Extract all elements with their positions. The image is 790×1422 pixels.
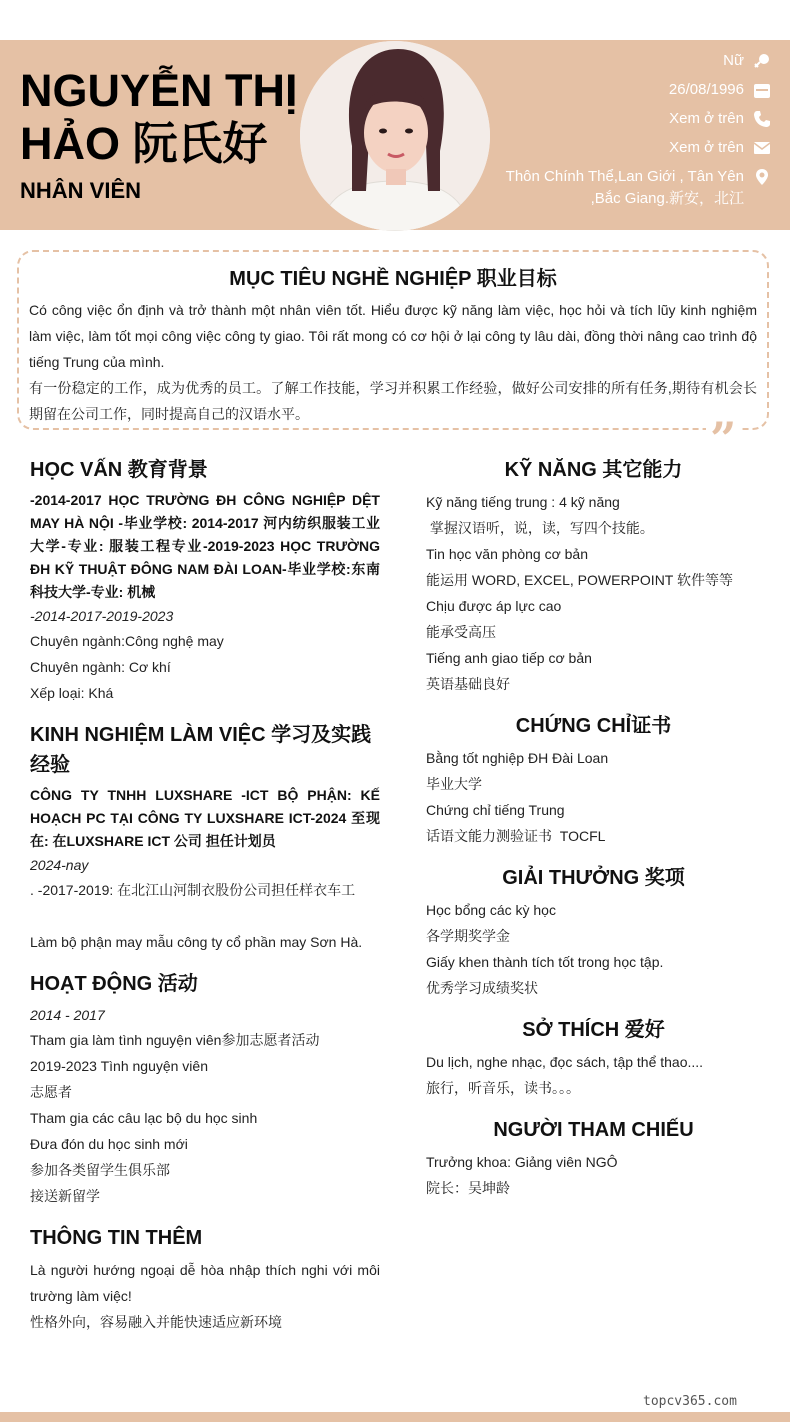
candidate-position: NHÂN VIÊN [20,178,142,203]
address-text: Thôn Chính Thể,Lan Giới , Tân Yên ,Bắc Giang.新安，北江 [505,168,744,207]
skill-line: 能运用 WORD, EXCEL, POWERPOINT 软件等等 [426,572,733,588]
hobby-line: 旅行，听音乐，读书。。。 [426,1080,580,1096]
certificates-title: CHỨNG CHỈ证书 [515,715,672,737]
skills-title: KỸ NĂNG 其它能力 [504,459,683,481]
activity-line: 2019-2023 Tình nguyện viên [30,1058,208,1074]
certificate-line: 话语文能力测验证书 TOCFL [426,828,606,844]
quote-icon: ” [706,416,740,462]
career-objective [17,250,769,430]
footer-bar [0,1412,790,1422]
certificates-section [426,711,761,849]
right-column [426,455,761,1201]
activity-line: 接送新留学 [30,1188,100,1204]
location-icon [752,167,772,187]
contact-info [472,50,772,217]
awards-section [426,863,761,1001]
activity-line: 参加各类留学生俱乐部 [30,1162,170,1178]
skills-section [426,455,761,697]
additional-title: THÔNG TIN THÊM [30,1227,203,1249]
phone-text[interactable]: Xem ở trên [669,110,744,127]
education-line: Chuyên ngành: Cơ khí [30,659,171,675]
gender-icon [752,51,772,71]
watermark: topcv365.com [643,1394,737,1409]
additional-section [30,1223,380,1335]
references-title: NGƯỜI THAM CHIẾU [493,1119,694,1141]
skill-line: 能承受高压 [426,624,496,640]
objective-text-zh: 有一份稳定的工作，成为优秀的员工。了解工作技能，学习并积累工作经验，做好公司安排的所有任务,期待有机会长期留在公司工作，同时提高自己的汉语水平。 [29,380,757,422]
education-section [30,455,380,706]
skill-line: 英语基础良好 [426,676,510,692]
activity-line: Tham gia làm tình nguyện viên参加志愿者活动 [30,1032,320,1048]
skill-line: Tiếng anh giao tiếp cơ bản [426,650,592,666]
certificate-line: 毕业大学 [426,776,482,792]
skill-line: 掌握汉语听，说，读，写四个技能。 [426,520,654,536]
skill-line: Kỹ năng tiếng trung : 4 kỹ năng [426,494,620,510]
certificate-line: Bằng tốt nghiệp ĐH Đài Loan [426,750,609,766]
candidate-name: NGUYỄN THỊ HẢO 阮氏好 [20,65,298,169]
contact-phone [472,108,772,130]
calendar-icon [752,80,772,100]
award-line: Giấy khen thành tích tốt trong học tập. [426,954,664,970]
hobbies-title: SỞ THÍCH 爱好 [522,1019,665,1041]
objective-title: MỤC TIÊU NGHỀ NGHIỆP 职业目标 [229,268,557,290]
additional-line: Là người hướng ngoại dễ hòa nhập thích nghi với môi trường làm việc! [30,1262,380,1304]
experience-company: CÔNG TY TNHH LUXSHARE -ICT BỘ PHẬN: KẾ HOẠCH PC TẠI CÔNG TY LUXSHARE ICT-2024 至现在: 在LUXSHARE ICT 公司 担任计划员 [30,787,380,849]
birthday-text: 26/08/1996 [668,81,744,98]
education-line: Xếp loại: Khá [30,685,114,701]
certificate-line: Chứng chỉ tiếng Trung [426,802,565,818]
activities-section [30,969,380,1209]
phone-icon [752,109,772,129]
avatar-photo [300,41,490,231]
references-section [426,1115,761,1201]
contact-email [472,137,772,159]
activity-line: Tham gia các câu lạc bộ du học sinh [30,1110,258,1126]
experience-line: . -2017-2019: 在北江山河制衣股份公司担任样衣车工 [30,882,356,898]
award-line: Học bổng các kỳ học [426,902,556,918]
activities-period: 2014 - 2017 [30,1007,105,1023]
experience-title: KINH NGHIỆM LÀM VIỆC 学习及实践经验 [30,724,372,776]
contact-gender [472,50,772,72]
award-line: 各学期奖学金 [426,928,510,944]
contact-birthday [472,79,772,101]
left-column [30,455,380,1335]
reference-line: Trưởng khoa: Giảng viên NGÔ [426,1154,618,1170]
activities-title: HOẠT ĐỘNG 活动 [30,973,198,995]
experience-period: 2024-nay [30,857,89,873]
hobbies-section [426,1015,761,1101]
experience-section [30,720,380,955]
contact-address [472,166,772,210]
activity-line: Đưa đón du học sinh mới [30,1136,188,1152]
education-school: -2014-2017 HỌC TRƯỜNG ĐH CÔNG NGHIỆP DỆT MAY HÀ NỘI -毕业学校: 2014-2017 河内纺织服装工业大学-专业: 服装工程专业-2019-2023 HỌC TRƯỜNG ĐH KỸ THUẬT ĐÔNG NAM ĐÀI LOAN-毕业学校:东南科技大学-专业: 机械 [30,492,380,600]
education-period: -2014-2017-2019-2023 [30,608,174,624]
email-text[interactable]: Xem ở trên [669,139,744,156]
reference-line: 院长：吴坤龄 [426,1180,510,1196]
award-line: 优秀学习成绩奖状 [426,980,538,996]
additional-line: 性格外向，容易融入并能快速适应新环境 [30,1314,282,1330]
objective-text-vi: Có công việc ổn định và trở thành một nhân viên tốt. Hiểu được kỹ năng làm việc, học hỏi và tích lũy kinh nghiệm làm việc, làm tốt mọi công việc công ty giao. Tôi rất mong có cơ hội ở lại công ty lâu dài, đồng thời nâng cao trình độ tiếng Trung của mình. [29,302,757,370]
avatar [300,41,490,231]
activity-line: 志愿者 [30,1084,72,1100]
email-icon [752,138,772,158]
education-line: Chuyên ngành:Công nghệ may [30,633,224,649]
experience-line: Làm bộ phận may mẫu công ty cổ phần may Sơn Hà. [30,934,363,950]
awards-title: GIẢI THƯỞNG 奖项 [502,867,685,889]
hobby-line: Du lịch, nghe nhạc, đọc sách, tập thể thao.... [426,1054,704,1070]
skill-line: Tin học văn phòng cơ bản [426,546,588,562]
gender-text: Nữ [723,52,744,69]
education-title: HỌC VẤN 教育背景 [30,459,208,481]
skill-line: Chịu được áp lực cao [426,598,562,614]
